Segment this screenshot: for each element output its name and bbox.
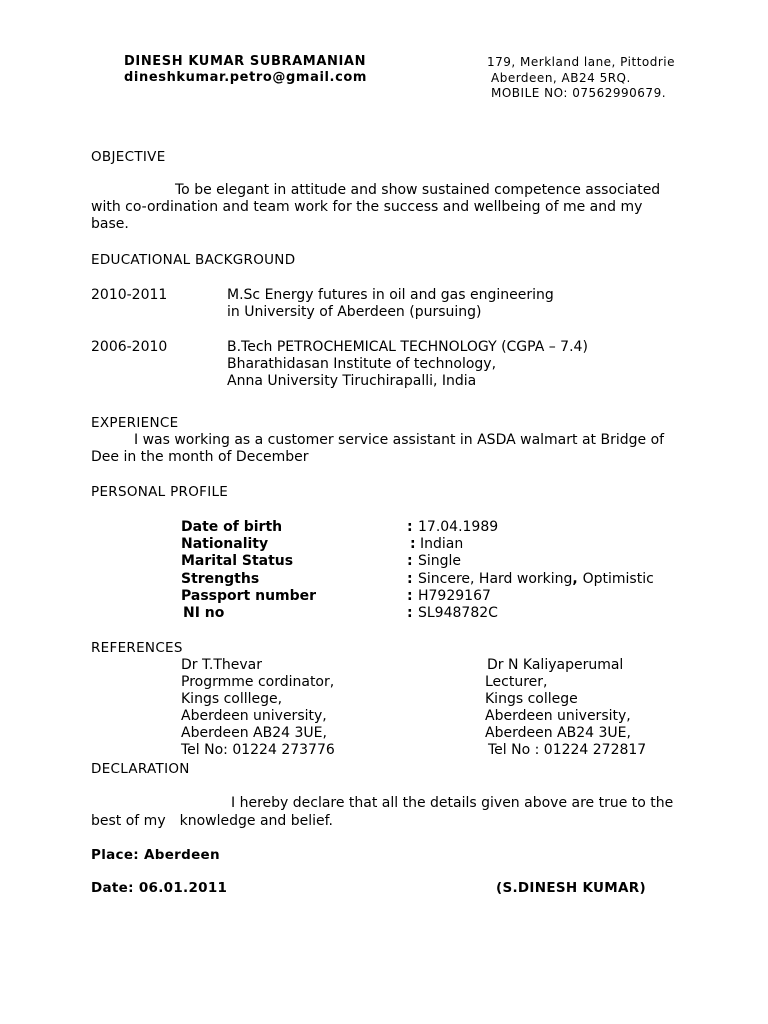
experience-heading: EXPERIENCE [91,415,179,431]
education-line: B.Tech PETROCHEMICAL TECHNOLOGY (CGPA – 7.4) [227,339,588,355]
profile-label-nationality: Nationality [181,536,269,552]
experience-text: I was working as a customer service assistant in ASDA walmart at Bridge of Dee in the month of December [91,432,665,465]
reference-line: Aberdeen AB24 3UE, [485,725,631,741]
education-line: M.Sc Energy futures in oil and gas engineering [227,287,554,303]
reference-line: Tel No: 01224 273776 [181,742,335,758]
profile-separator: : [407,553,413,569]
profile-label-ni: NI no [183,605,225,621]
profile-separator: : [407,605,413,621]
place: Place: Aberdeen [91,847,220,863]
declaration-line-2 [91,813,333,830]
reference-line: Tel No : 01224 272817 [488,742,647,758]
profile-label-marital-status: Marital Status [181,553,294,569]
declaration-heading: DECLARATION [91,761,190,777]
education-years-1: 2010-2011 [91,287,168,303]
profile-separator: : [410,536,416,552]
education-line: Bharathidasan Institute of technology, [227,356,497,372]
signature-name: (S.DINESH KUMAR) [496,880,646,896]
education-line: Anna University Tiruchirapalli, India [227,373,477,389]
profile-value-strengths [418,571,654,588]
strength-text: Optimistic [582,571,654,587]
reference-line: Dr N Kaliyaperumal [487,657,624,673]
education-detail-2 [227,339,588,390]
reference-left [181,657,335,759]
reference-right [485,657,646,759]
reference-line: Lecturer, [485,674,548,690]
references-heading: REFERENCES [91,640,183,656]
profile-separator: : [407,588,413,604]
reference-line: Aberdeen AB24 3UE, [181,725,327,741]
profile-value-marital-status: Single [418,553,462,569]
date: Date: 06.01.2011 [91,880,228,896]
profile-label-dob: Date of birth [181,519,283,535]
mobile-number: MOBILE NO: 07562990679. [491,86,667,100]
reference-line: Aberdeen university, [485,708,631,724]
reference-line: Progrmme cordinator, [181,674,335,690]
profile-separator: : [407,571,413,587]
education-years-2: 2006-2010 [91,339,168,355]
address-line-2: Aberdeen, AB24 5RQ. [491,71,631,85]
reference-line: Aberdeen university, [181,708,327,724]
declaration-line-1: I hereby declare that all the details given above are true to the [231,795,674,811]
declaration-text: knowledge and belief. [179,813,333,829]
objective-text: To be elegant in attitude and show sustained competence associated with co-ordination and team work for the success and wellbeing of me and my base. [91,182,661,232]
applicant-name: DINESH KUMAR SUBRAMANIAN [124,54,367,69]
objective-heading: OBJECTIVE [91,149,166,165]
profile-value-ni: SL948782C [418,605,498,621]
reference-line: Kings colllege, [181,691,283,707]
reference-line: Dr T.Thevar [181,657,262,673]
profile-label-passport: Passport number [181,588,317,604]
education-line: in University of Aberdeen (pursuing) [227,304,482,320]
profile-value-passport: H7929167 [418,588,491,604]
profile-separator: : [407,519,413,535]
reference-line: Kings college [485,691,578,707]
education-heading: EDUCATIONAL BACKGROUND [91,252,296,268]
profile-value-nationality: Indian [420,536,464,552]
profile-value-dob: 17.04.1989 [418,519,499,535]
personal-profile-heading: PERSONAL PROFILE [91,484,229,500]
strength-text: Sincere, Hard working [418,571,573,587]
address-line-1: 179, Merkland lane, Pittodrie [487,55,676,69]
education-detail-1 [227,287,554,321]
declaration-text: best of my [91,813,166,829]
profile-label-strengths: Strengths [181,571,260,587]
strength-comma: , [572,571,583,587]
applicant-email: dineshkumar.petro@gmail.com [124,70,368,85]
